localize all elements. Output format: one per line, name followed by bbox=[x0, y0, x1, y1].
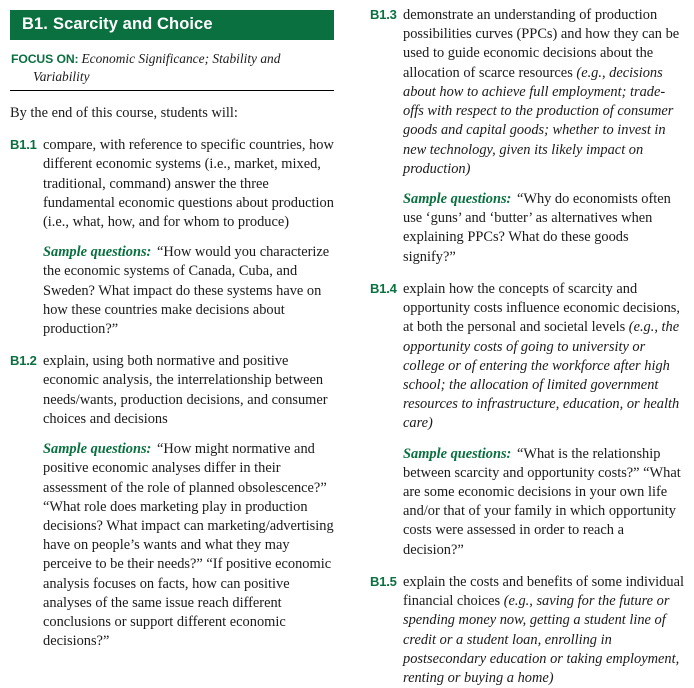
sample-questions-text: “How would you characterize the economic systems of Canada, Cuba, and Sweden? What impact do these systems have on how these countries make decisions about production?” bbox=[43, 244, 330, 338]
strand-title: Scarcity and Choice bbox=[52, 15, 213, 33]
sample-questions-text: “Why do economists often use ‘guns’ and ‘butter’ as alternatives when explaining PPCs? What do these goods signify?” bbox=[403, 190, 671, 265]
expectation-text: demonstrate an understanding of production possibilities curves (PPCs) and how they can be used to guide economic decisions about the allocation of scarce resources bbox=[403, 7, 680, 81]
expectation-b1-2 bbox=[10, 352, 334, 429]
expectation-examples: (e.g., decisions about how to achieve full employment; trade-offs with respect to the production of consumer goods and capital goods; whether to invest in new technology, given its likely impact on production) bbox=[403, 64, 674, 177]
sample-questions-b1-3 bbox=[370, 190, 684, 267]
expectation-code: B1.5 bbox=[370, 573, 397, 589]
expectation-text: explain how the concepts of scarcity and opportunity costs influence economic decisions, at both the personal and societal levels bbox=[403, 280, 680, 336]
expectation-b1-3 bbox=[370, 6, 684, 179]
expectation-text: explain the costs and benefits of some individual financial choices bbox=[403, 573, 684, 610]
expectation-code: B1.2 bbox=[10, 353, 37, 369]
sample-questions-b1-2 bbox=[10, 440, 334, 651]
focus-on-label: FOCUS ON: bbox=[11, 52, 79, 67]
focus-on-block bbox=[10, 50, 334, 91]
expectation-text: compare, with reference to specific countries, how different economic systems (i.e., market, mixed, traditional, command) answer the three fundamental economic questions about production (i.e., what, how, and for whom to produce) bbox=[43, 137, 334, 230]
sample-questions-text: “How might normative and positive economic analyses differ in their assessment of the role of planned obsolescence?” “What role does marketing play in production decisions? What impact can marketing/advertising have on people’s wants and what they may perceive to be their needs?” “If positive economic analysis focuses on facts, how can positive analyses of the same issue reach different conclusions or support different economic decisions?” bbox=[43, 441, 334, 650]
left-column bbox=[0, 0, 352, 652]
sample-questions-label: Sample questions: bbox=[403, 445, 512, 462]
expectation-b1-1 bbox=[10, 136, 334, 232]
expectation-b1-5 bbox=[370, 573, 684, 688]
expectation-examples: (e.g., the opportunity costs of going to university or college or of entering the workforce after high school; the allocation of limited government resources to infrastructure, education, or health care) bbox=[403, 319, 680, 432]
expectation-examples: (e.g., saving for the future or spending money now, getting a student line of credit or a student loan, enrolling in postsecondary education or taking employment, renting or buying a home) bbox=[403, 593, 680, 686]
expectation-code: B1.4 bbox=[370, 280, 397, 296]
strand-header bbox=[10, 10, 334, 40]
focus-on-text: Economic Significance; Stability and Variability bbox=[33, 51, 281, 84]
strand-code: B1. bbox=[22, 15, 48, 33]
expectation-code: B1.3 bbox=[370, 7, 397, 22]
right-column bbox=[352, 0, 694, 688]
sample-questions-b1-4 bbox=[370, 445, 684, 560]
sample-questions-label: Sample questions: bbox=[43, 244, 152, 261]
sample-questions-label: Sample questions: bbox=[43, 441, 152, 458]
expectation-text: explain, using both normative and positive economic analysis, the interrelationship between needs/wants, production decisions, and consumer choices and decisions bbox=[43, 353, 328, 427]
sample-questions-b1-1 bbox=[10, 243, 334, 339]
expectation-code: B1.1 bbox=[10, 137, 37, 153]
sample-questions-text: “What is the relationship between scarcity and opportunity costs?” “What are some economic decisions in your own life and/or that of your family in which opportunity costs were assessed in order to reach a decision?” bbox=[403, 445, 681, 558]
intro-line: By the end of this course, students will: bbox=[10, 104, 238, 121]
sample-questions-label: Sample questions: bbox=[403, 190, 512, 207]
expectation-b1-4 bbox=[370, 280, 684, 434]
